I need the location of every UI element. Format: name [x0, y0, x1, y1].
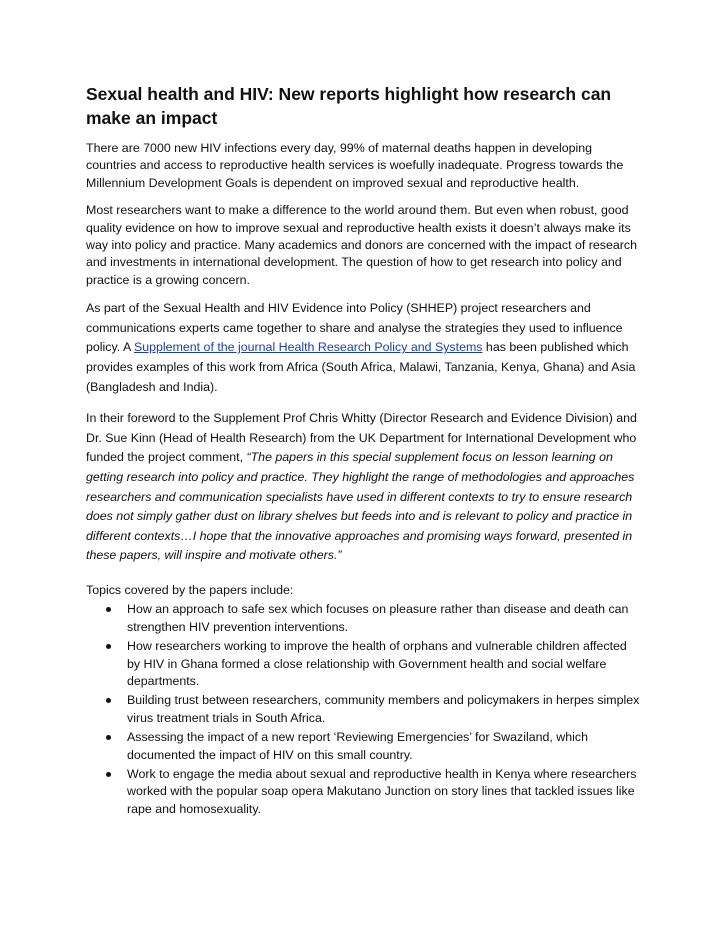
list-item-text: Building trust between researchers, community members and policymakers in herpes simplex virus treatment trials in South Africa.: [127, 693, 640, 725]
topics-list: [86, 601, 642, 818]
bullet-icon: [106, 772, 111, 777]
supplement-link[interactable]: Supplement of the journal Health Research Policy and Systems: [133, 340, 483, 355]
paragraph-foreword-text: In their foreword to the Supplement Prof Chris Whitty (Director Research and Evidence Division) and Dr. Sue Kinn (Head of Health Research) from the UK Department for International Development who funded the project comment,: [86, 411, 637, 465]
document-title: Sexual health and HIV: New reports highlight how research can make an impact: [86, 84, 612, 128]
paragraph-shhep-text-start: As part of the Sexual Health and HIV Evidence into Policy (SHHEP) project researchers and communications experts came together to share and analyse the strategies they used to influence policy. A: [86, 301, 623, 355]
bullet-icon: [106, 644, 111, 649]
list-item-text: Assessing the impact of a new report ‘Reviewing Emergencies’ for Swaziland, which documented the impact of HIV on this small country.: [127, 730, 588, 762]
list-item: [127, 766, 642, 818]
paragraph-foreword: [86, 409, 642, 566]
list-item: [127, 638, 642, 690]
list-item-text: How researchers working to improve the health of orphans and vulnerable children affected by HIV in Ghana formed a close relationship with Government health and social welfare departments.: [127, 639, 627, 688]
list-item-text: Work to engage the media about sexual and reproductive health in Kenya where researchers worked with the popular soap opera Makutano Junction on story lines that tackled issues like rape and homosexuality.: [127, 767, 637, 816]
topics-intro: Topics covered by the papers include:: [86, 582, 294, 597]
list-item-text: How an approach to safe sex which focuses on pleasure rather than disease and death can strengthen HIV prevention interventions.: [127, 602, 629, 634]
bullet-icon: [106, 735, 111, 740]
list-item: [127, 601, 642, 636]
bullet-icon: [106, 698, 111, 703]
list-item: [127, 692, 642, 727]
list-item: [127, 729, 642, 764]
paragraph-shhep: [86, 299, 642, 397]
paragraph-shhep-text-end: has been published which provides examples of this work from Africa (South Africa, Malawi, Tanzania, Kenya, Ghana) and Asia (Bangladesh and India).: [86, 340, 636, 394]
paragraph-intro: There are 7000 new HIV infections every day, 99% of maternal deaths happen in developing countries and access to reproductive health services is woefully inadequate. Progress towards the Millennium Development Goals is dependent on improved sexual and reproductive health.: [86, 141, 624, 190]
paragraph-researchers: Most researchers want to make a difference to the world around them. But even when robust, good quality evidence on how to improve sexual and reproductive health exists it doesn’t always make its way into policy and practice. Many academics and donors are concerned with the impact of research and investments in international development. The question of how to get research into policy and practice is a growing concern.: [86, 203, 637, 287]
bullet-icon: [106, 607, 111, 612]
foreword-quote: “The papers in this special supplement focus on lesson learning on getting research into policy and practice. They highlight the range of methodologies and approaches researchers and communication specialists have used in different contexts to try to ensure research does not simply gather dust on library shelves but feeds into and is relevant to policy and practice in different contexts…I hope that the innovative approaches and promising ways forward, presented in these papers, will inspire and motivate others.”: [86, 450, 635, 563]
